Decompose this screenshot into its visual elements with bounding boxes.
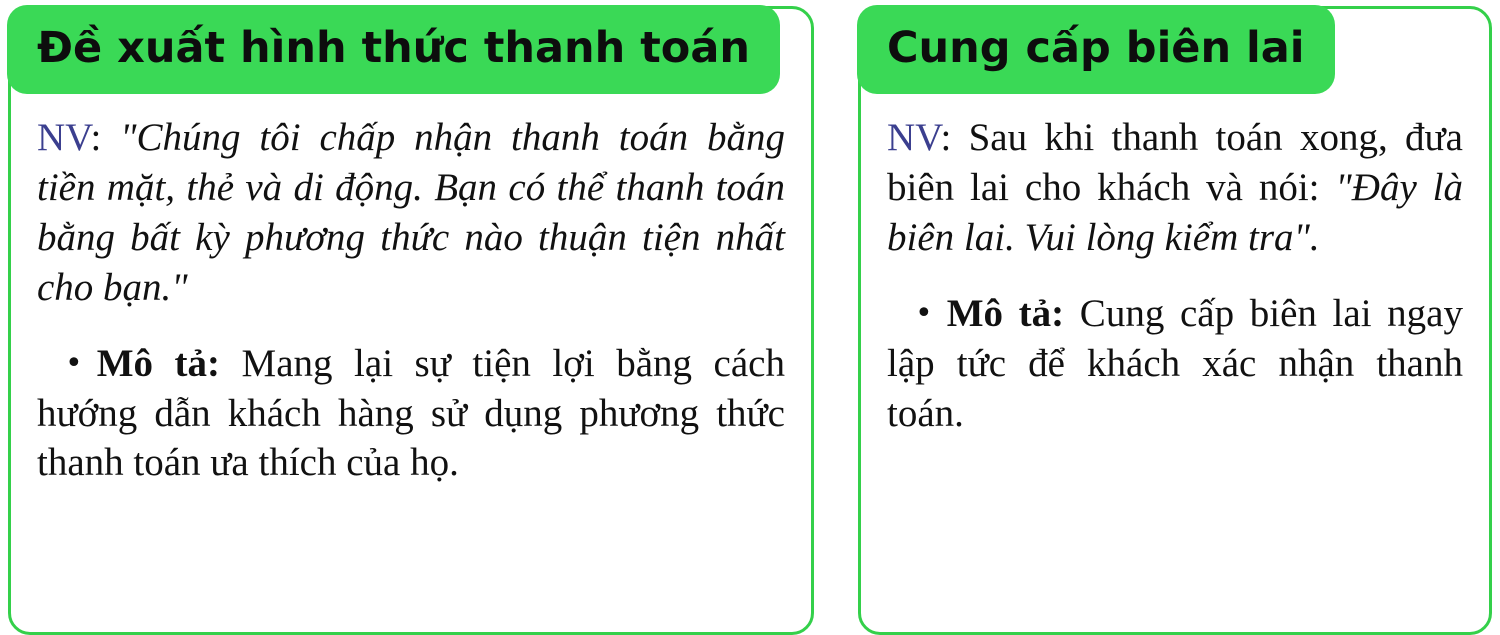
description-payment-method [37,339,785,489]
card-receipt [858,6,1492,635]
dialogue-instruction: Sau khi thanh toán xong, đưa biên lai cho khách và nói: [887,116,1463,209]
description-label: Mô tả: [946,291,1065,335]
card-body-payment-method [37,113,785,488]
speaker-separator: : [90,116,121,159]
description-text: Cung cấp biên lai ngay lập tức để khách xác nhận thanh toán. [887,291,1463,435]
dialogue-line-receipt [887,113,1463,263]
description-label: Mô tả: [96,341,221,385]
card-payment-method [8,6,814,635]
bullet-icon: • [65,345,83,381]
dialogue-quote: "Đây là biên lai. Vui lòng kiểm tra". [887,165,1464,259]
card-title-payment-method: Đề xuất hình thức thanh toán [7,5,780,94]
card-body-receipt [887,113,1463,438]
dialogue-line-payment-method [37,113,785,313]
bullet-icon: • [915,295,933,331]
description-text: Mang lại sự tiện lợi bằng cách hướng dẫn khách hàng sử dụng phương thức thanh toán ưa thích của họ. [37,341,785,485]
description-receipt [887,289,1463,439]
speaker-separator: : [940,116,969,159]
dialogue-quote: "Chúng tôi chấp nhận thanh toán bằng tiền mặt, thẻ và di động. Bạn có thể thanh toán bằng bất kỳ phương thức nào thuận tiện nhất cho bạn." [37,116,785,309]
speaker-label: NV [887,116,941,159]
card-title-receipt: Cung cấp biên lai [857,5,1335,94]
speaker-label: NV [37,116,91,159]
